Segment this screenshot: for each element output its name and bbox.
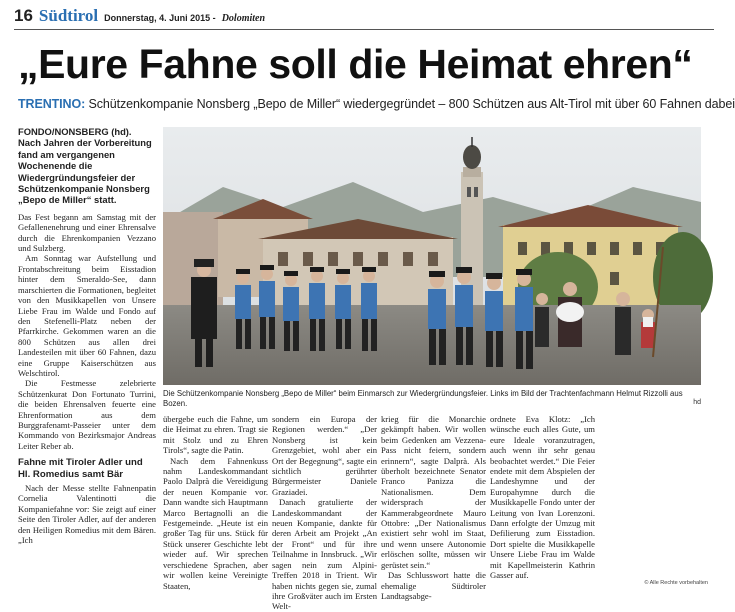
masthead-rule — [14, 29, 714, 30]
article-column-5 — [490, 414, 595, 586]
page-number: 16 — [14, 6, 33, 25]
copyright-note: © Alle Rechte vorbehalten — [644, 580, 708, 586]
paragraph: Die Festmesse zelebrierte Schützenkurat Don Fortunato Turrini, die beiden Ehrensalven feuerte eine Ehrenformation aus dem Burggrafenamt-Passeier unter dem Kommando von Bezirksmajor Andreas Leiter Reber ab. — [18, 378, 156, 451]
paragraph: Nach der Messe stellte Fahnenpatin Cornelia Valentinotti die Kompaniefahne vor: Sie zeigt auf einer Seite den Tiroler Adler, auf der anderen den Heiligen Romedius mit dem Bären. „Ich — [18, 483, 156, 546]
paragraph: sondern ein Europa der Regionen werden.“ „Der Nonsberg ist kein Grenzgebiet, wohl aber ein Ort der Begegnung“, sagte ein sichtlich gerührter Bürgermeister Daniele Graziadei. — [272, 414, 377, 497]
headline: „Eure Fahne soll die Heimat ehren“ — [18, 41, 693, 87]
article-column-2 — [163, 414, 268, 591]
article-column-3 — [272, 414, 377, 612]
paragraph: Am Sonntag war Aufstellung und Frontabschreitung beim Eisstadion hinter dem Smeraldo-See, dann marschierten die Formationen, begleitet von den Musikkapellen von Unsere Liebe Frau im Walde und Fondo auf den Stefenelli-Platz neben der Pfarrkirche. Gekommen waren an die 800 Schützen aus allen drei Landesteilen mit über 60 Fahnen, dazu eine Gruppe Kaiserschützen aus Welschtirol. — [18, 253, 156, 378]
newspaper-brand: Dolomiten — [221, 13, 266, 24]
deck-tag: TRENTINO: — [18, 97, 86, 111]
article-column-4 — [381, 414, 486, 601]
dateline: Donnerstag, 4. Juni 2015 - — [104, 13, 216, 23]
photo-caption: Die Schützenkompanie Nonsberg „Bepo de Miller“ beim Einmarsch zur Wiedergründungsfeier. Links im Bild der Trachtenfachmann Helmut Rizzolli aus Bozen. — [163, 389, 683, 408]
deck — [18, 97, 735, 111]
paragraph: Nach dem Fahnenkuss nahm Landeskommandant Paolo Dalprà die Vereidigung der neuen Kompanie vor. Dann wandte sich Hauptmann Marco Bertagnolli an die Festgemeinde. „Heute ist ein großer Tag für uns. Stück für Stück unserer Geschichte lebt wieder auf. Wir sprechen verschiedene Sprachen, aber wir wollen keine Vereinigte Staaten, — [163, 455, 268, 591]
article-column-1 — [18, 126, 156, 545]
section-title: Südtirol — [38, 6, 99, 25]
article-intro: FONDO/NONSBERG (hd). Nach Jahren der Vorbereitung fand am vergangenen Wochenende die Wiedergründungsfeier der Schützenkompanie Nonsberg „Bepo de Miller“ statt. — [18, 126, 152, 206]
paragraph: krieg für die Monarchie gekämpft haben. Wir wollen beim Gedenken am Vezzena-Pass nicht feiern, sondern erinnern“, sagte Dalprà. Als überholt bezeichnete Senator Franco Panizza die Nationalismen. Dem widersprach der Kammerabgeordnete Mauro Ottobre: „Der Nationalismus existiert sehr wohl im Staat, und wenn unsere Autonomie erlöschen sollte, müssen wir gerüstet sein.“ — [381, 414, 486, 570]
subheading: Fahne mit Tiroler Adler und Hl. Romedius samt Bär — [18, 457, 143, 480]
paragraph: Das Schlusswort hatte die ehemalige Südtiroler Landtagsabge- — [381, 570, 486, 601]
masthead — [14, 6, 265, 28]
paragraph: Danach gratulierte der Landeskommandant der neuen Kompanie, dankte für deren Arbeit am Projekt „An der Front“ und für ihre Teilnahme in Innsbruck. „Wir sagen nein zum Alpini-Treffen 2018 in Trient. Wir haben nichts gegen sie, zumal ihre Großväter auch im Ersten Welt- — [272, 497, 377, 612]
deck-text: Schützenkompanie Nonsberg „Bepo de Miller“ wiedergegründet – 800 Schützen aus Alt-Tirol mit über 60 Fahnen dabei — [88, 97, 735, 111]
article-photo — [163, 127, 701, 385]
paragraph: übergebe euch die Fahne, um die Heimat zu ehren. Tragt sie mit Stolz und zu Ehren Tirols“, sagte die Patin. — [163, 414, 268, 456]
paragraph: ordnete Eva Klotz: „Ich wünsche euch alles Gute, um eure Ideale voranzutragen, auch wenn ihr sehr genau beobachtet werdet.“ Die Feier endete mit dem Abspielen der Landeshymne und der Europahymne durch die Musikkapelle Fondo unter der Leitung von Ivan Lorenzoni. Dann erfolgte der Umzug mit Defilierung zum Eisstadion. Dort spielte die Musikkapelle Unsere Liebe Frau im Walde mit Kapellmeisterin Kathrin Gasser auf. — [490, 414, 595, 581]
paragraph: Das Fest begann am Samstag mit der Gefallenenehrung und einer Ehrensalve durch die Ehrenkompanien Vezzano und Sulzberg. — [18, 211, 156, 254]
photo-credit: hd — [693, 399, 701, 406]
